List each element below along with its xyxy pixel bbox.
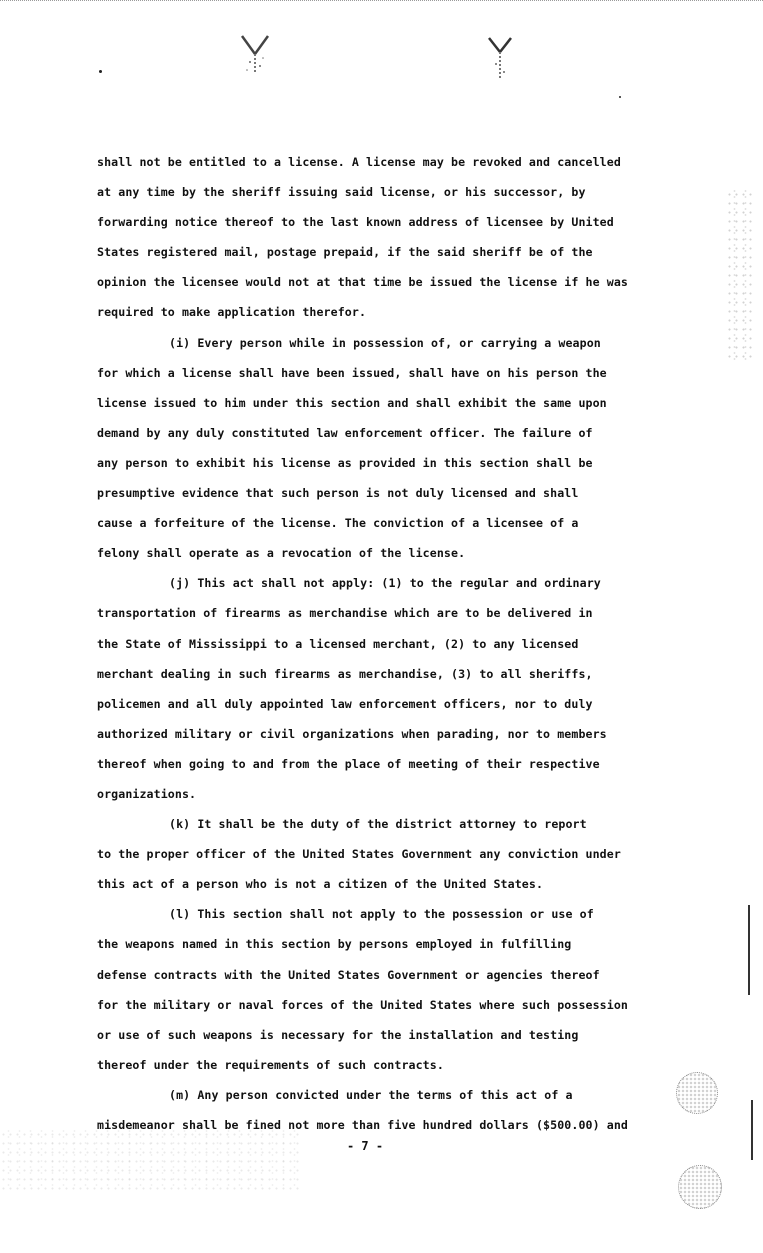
text-line: thereof when going to and from the place of meeting of their respective [97,756,600,771]
text-line: for which a license shall have been issued, shall have on his person the [97,365,607,380]
text-line: demand by any duly constituted law enforcement officer. The failure of [97,425,593,440]
text-line: cause a forfeiture of the license. The conviction of a licensee of a [97,516,579,531]
text-line: for the military or naval forces of the United States where such possession [97,997,629,1012]
scan-speck [99,70,102,73]
scan-noise-right [726,190,752,360]
text-line: misdemeanor shall be fined not more than five hundred dollars ($500.00) and [97,1118,629,1132]
text-line: forwarding notice thereof to the last known address of licensee by United [97,215,614,230]
binding-edge-mark [751,1100,753,1160]
binder-clip-mark-right [483,32,517,82]
binding-edge-mark [748,905,750,995]
text-line: (i) Every person while in possession of, or carrying a weapon [169,335,601,350]
text-line: this act of a person who is not a citizen of the United States. [97,877,544,892]
text-line: thereof under the requirements of such contracts. [97,1057,444,1072]
text-line: any person to exhibit his license as provided in this section shall be [97,455,593,470]
text-line: presumptive evidence that such person is not duly licensed and shall [97,486,579,501]
text-line: felony shall operate as a revocation of the license. [97,546,466,561]
text-line: transportation of firearms as merchandise which are to be delivered in [97,606,593,621]
document-body-text [97,147,667,1140]
page-number: - 7 - [346,1139,384,1153]
text-line: (j) This act shall not apply: (1) to the regular and ordinary [169,576,601,591]
text-line: license issued to him under this section and shall exhibit the same upon [97,395,607,410]
text-line: opinion the licensee would not at that time be issued the license if he was [97,275,629,290]
text-line: (k) It shall be the duty of the district attorney to report [169,817,587,832]
text-line: required to make application therefor. [97,305,367,320]
text-line: (l) This section shall not apply to the possession or use of [169,907,594,922]
text-line: States registered mail, postage prepaid, if the said sheriff be of the [97,245,593,260]
scan-speck [619,96,621,98]
text-line: organizations. [97,786,197,801]
punch-hole [676,1072,718,1114]
text-line: the State of Mississippi to a licensed merchant, (2) to any licensed [97,636,579,651]
binder-clip-mark-left [238,32,272,82]
text-line: authorized military or civil organizations when parading, nor to members [97,726,607,741]
punch-hole [678,1165,722,1209]
text-line: merchant dealing in such firearms as merchandise, (3) to all sheriffs, [97,666,593,681]
scan-top-border [0,0,763,1]
text-line: shall not be entitled to a license. A license may be revoked and cancelled [97,155,621,169]
text-line: at any time by the sheriff issuing said license, or his successor, by [97,185,586,200]
text-line: to the proper officer of the United States Government any conviction under [97,847,621,862]
text-line: or use of such weapons is necessary for the installation and testing [97,1027,579,1042]
text-line: the weapons named in this section by persons employed in fulfilling [97,937,572,952]
text-line: (m) Any person convicted under the terms of this act of a [169,1087,573,1102]
text-line: defense contracts with the United States Government or agencies thereof [97,967,600,982]
text-line: policemen and all duly appointed law enforcement officers, nor to duly [97,696,593,711]
